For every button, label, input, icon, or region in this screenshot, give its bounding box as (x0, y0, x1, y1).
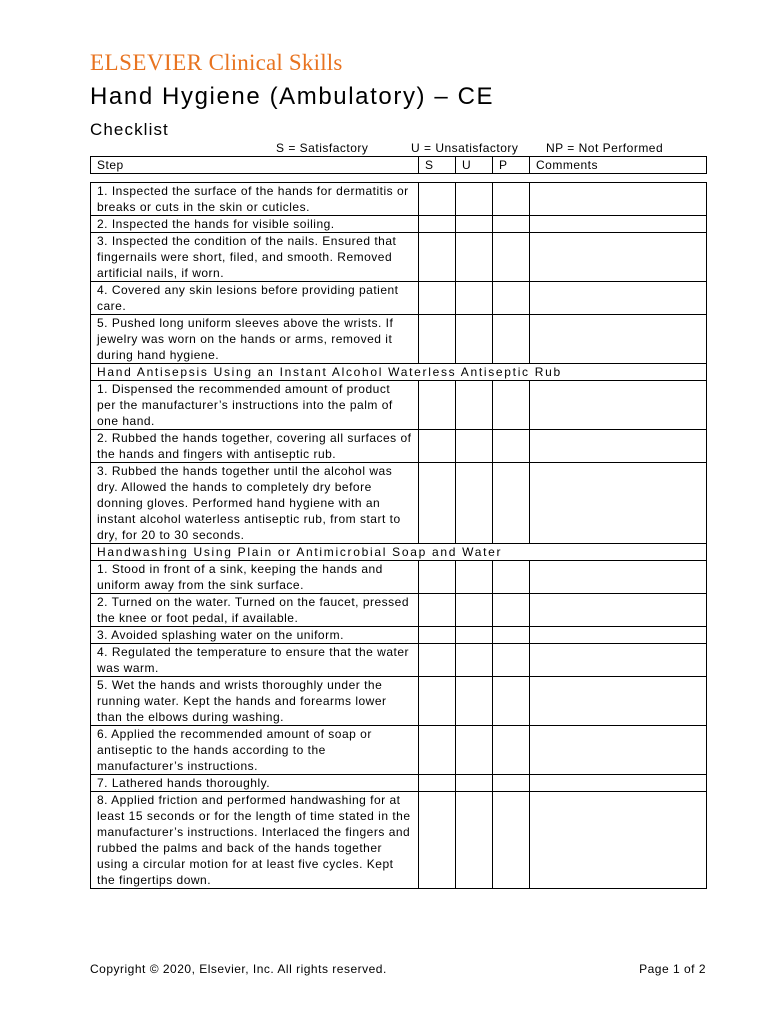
comments-cell[interactable] (530, 594, 707, 627)
s-cell[interactable] (419, 216, 456, 233)
p-cell[interactable] (493, 216, 530, 233)
u-cell[interactable] (456, 183, 493, 216)
brand-name: ELSEVIER (90, 50, 203, 75)
u-cell[interactable] (456, 381, 493, 430)
page-subtitle: Checklist (90, 120, 169, 139)
p-cell[interactable] (493, 381, 530, 430)
s-cell[interactable] (419, 792, 456, 889)
s-cell[interactable] (419, 315, 456, 364)
step-row (91, 183, 707, 216)
p-cell[interactable] (493, 463, 530, 544)
legend-not-performed: NP = Not Performed (546, 141, 664, 155)
step-row (91, 216, 707, 233)
p-cell[interactable] (493, 282, 530, 315)
step-text: 8. Applied friction and performed handwashing for at least 15 seconds or for the length of time stated in the manufacturer’s instructions. Interlaced the fingers and rubbed the palms and back of the hands together using a circular motion for at least five cycles. Kept the fingertips down. (91, 792, 419, 889)
step-row (91, 726, 707, 775)
u-cell[interactable] (456, 775, 493, 792)
header-s: S (419, 157, 456, 174)
comments-cell[interactable] (530, 430, 707, 463)
step-text: 2. Inspected the hands for visible soiling. (91, 216, 419, 233)
checklist-header-table (90, 156, 707, 174)
step-text: 5. Pushed long uniform sleeves above the wrists. If jewelry was worn on the hands or arms, removed it during hand hygiene. (91, 315, 419, 364)
p-cell[interactable] (493, 430, 530, 463)
s-cell[interactable] (419, 775, 456, 792)
step-text: 1. Inspected the surface of the hands for dermatitis or breaks or cuts in the skin or cuticles. (91, 183, 419, 216)
u-cell[interactable] (456, 726, 493, 775)
p-cell[interactable] (493, 233, 530, 282)
u-cell[interactable] (456, 233, 493, 282)
s-cell[interactable] (419, 627, 456, 644)
step-row (91, 775, 707, 792)
p-cell[interactable] (493, 644, 530, 677)
comments-cell[interactable] (530, 644, 707, 677)
s-cell[interactable] (419, 183, 456, 216)
header-comments: Comments (530, 157, 707, 174)
step-text: 3. Rubbed the hands together until the alcohol was dry. Allowed the hands to completely dry before donning gloves. Performed hand hygiene with an instant alcohol waterless antiseptic rub, from start to dry, for 20 to 30 seconds. (91, 463, 419, 544)
copyright: Copyright © 2020, Elsevier, Inc. All rights reserved. (90, 962, 387, 976)
step-text: 4. Regulated the temperature to ensure that the water was warm. (91, 644, 419, 677)
brand-product: Clinical Skills (208, 50, 343, 75)
step-row (91, 315, 707, 364)
step-row (91, 233, 707, 282)
comments-cell[interactable] (530, 315, 707, 364)
u-cell[interactable] (456, 677, 493, 726)
step-row (91, 561, 707, 594)
step-row (91, 792, 707, 889)
p-cell[interactable] (493, 775, 530, 792)
page-title: Hand Hygiene (Ambulatory) – CE (90, 83, 495, 110)
u-cell[interactable] (456, 627, 493, 644)
u-cell[interactable] (456, 282, 493, 315)
checklist-table (90, 182, 707, 889)
u-cell[interactable] (456, 792, 493, 889)
u-cell[interactable] (456, 216, 493, 233)
u-cell[interactable] (456, 644, 493, 677)
s-cell[interactable] (419, 726, 456, 775)
step-row (91, 463, 707, 544)
p-cell[interactable] (493, 594, 530, 627)
u-cell[interactable] (456, 463, 493, 544)
p-cell[interactable] (493, 726, 530, 775)
step-text: 2. Rubbed the hands together, covering all surfaces of the hands and fingers with antiseptic rub. (91, 430, 419, 463)
legend-satisfactory: S = Satisfactory (276, 141, 369, 155)
legend-unsatisfactory: U = Unsatisfactory (411, 141, 519, 155)
step-text: 7. Lathered hands thoroughly. (91, 775, 419, 792)
p-cell[interactable] (493, 183, 530, 216)
header-u: U (456, 157, 493, 174)
step-row (91, 381, 707, 430)
u-cell[interactable] (456, 315, 493, 364)
step-text: 4. Covered any skin lesions before providing patient care. (91, 282, 419, 315)
step-text: 3. Inspected the condition of the nails. Ensured that fingernails were short, filed, and smooth. Removed artificial nails, if worn. (91, 233, 419, 282)
step-row (91, 644, 707, 677)
p-cell[interactable] (493, 792, 530, 889)
comments-cell[interactable] (530, 627, 707, 644)
comments-cell[interactable] (530, 677, 707, 726)
u-cell[interactable] (456, 430, 493, 463)
section-row (91, 364, 707, 381)
step-row (91, 677, 707, 726)
s-cell[interactable] (419, 233, 456, 282)
step-text: 2. Turned on the water. Turned on the faucet, pressed the knee or foot pedal, if available. (91, 594, 419, 627)
comments-cell[interactable] (530, 792, 707, 889)
comments-cell[interactable] (530, 183, 707, 216)
p-cell[interactable] (493, 315, 530, 364)
s-cell[interactable] (419, 594, 456, 627)
comments-cell[interactable] (530, 561, 707, 594)
comments-cell[interactable] (530, 282, 707, 315)
u-cell[interactable] (456, 594, 493, 627)
s-cell[interactable] (419, 381, 456, 430)
s-cell[interactable] (419, 463, 456, 544)
step-text: 1. Dispensed the recommended amount of product per the manufacturer’s instructions into the palm of one hand. (91, 381, 419, 430)
step-row (91, 430, 707, 463)
step-text: 3. Avoided splashing water on the uniform. (91, 627, 419, 644)
s-cell[interactable] (419, 282, 456, 315)
comments-cell[interactable] (530, 233, 707, 282)
step-row (91, 627, 707, 644)
p-cell[interactable] (493, 677, 530, 726)
brand-logo (90, 50, 343, 76)
s-cell[interactable] (419, 644, 456, 677)
step-row (91, 594, 707, 627)
u-cell[interactable] (456, 561, 493, 594)
p-cell[interactable] (493, 627, 530, 644)
comments-cell[interactable] (530, 726, 707, 775)
page-number: Page 1 of 2 (639, 962, 706, 976)
p-cell[interactable] (493, 561, 530, 594)
comments-cell[interactable] (530, 463, 707, 544)
section-heading: Handwashing Using Plain or Antimicrobial Soap and Water (91, 544, 707, 561)
header-p: P (493, 157, 530, 174)
section-heading: Hand Antisepsis Using an Instant Alcohol Waterless Antiseptic Rub (91, 364, 707, 381)
comments-cell[interactable] (530, 381, 707, 430)
comments-cell[interactable] (530, 775, 707, 792)
step-text: 1. Stood in front of a sink, keeping the hands and uniform away from the sink surface. (91, 561, 419, 594)
step-text: 5. Wet the hands and wrists thoroughly under the running water. Kept the hands and forearms lower than the elbows during washing. (91, 677, 419, 726)
section-row (91, 544, 707, 561)
step-row (91, 282, 707, 315)
header-step: Step (91, 157, 419, 174)
s-cell[interactable] (419, 430, 456, 463)
s-cell[interactable] (419, 677, 456, 726)
comments-cell[interactable] (530, 216, 707, 233)
header-row (91, 157, 707, 174)
step-text: 6. Applied the recommended amount of soap or antiseptic to the hands according to the manufacturer’s instructions. (91, 726, 419, 775)
s-cell[interactable] (419, 561, 456, 594)
